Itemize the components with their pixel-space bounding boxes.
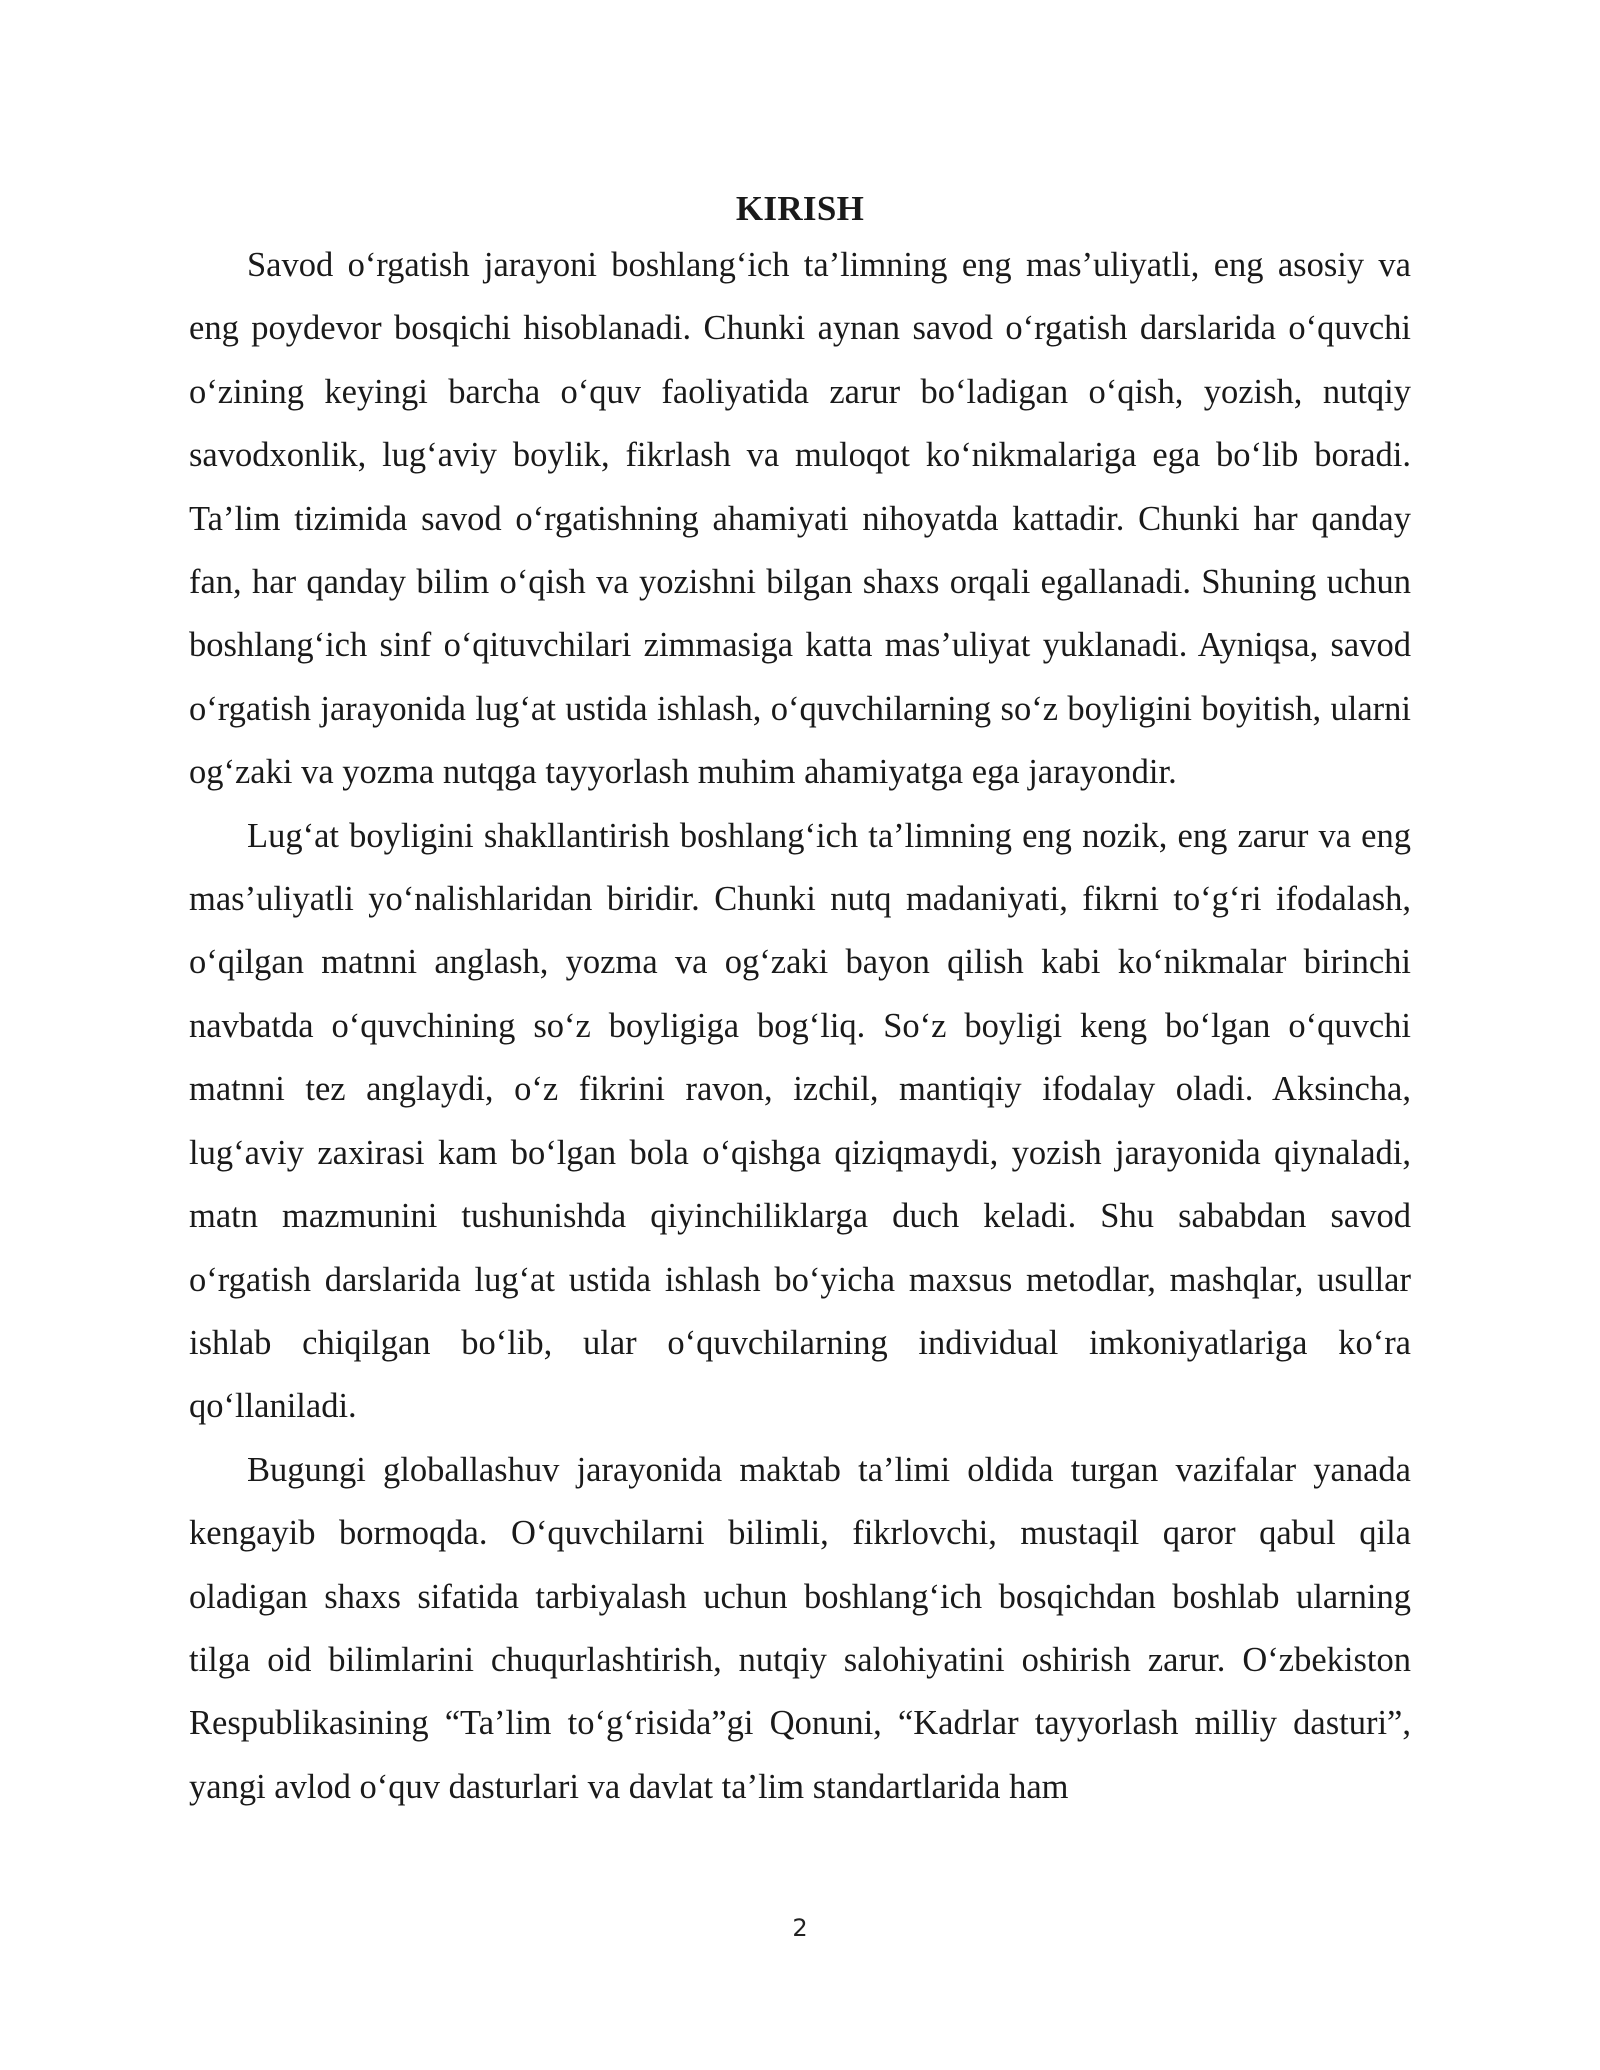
page-number: 2 — [792, 1914, 808, 1942]
section-heading: KIRISH — [735, 189, 865, 228]
paragraph-2: Lug‘at boyligini shakllantirish boshlang‘ich ta’limning eng nozik, eng zarur va eng mas’uliyatli yo‘nalishlaridan biridir. Chunki nutq madaniyati, fikrni to‘g‘ri ifodalash, o‘qilgan matnni anglash, yozma va og‘zaki bayon qilish kabi ko‘nikmalar birinchi navbatda o‘quvchining so‘z boyligiga bog‘liq. So‘z boyligi keng bo‘lgan o‘quvchi matnni tez anglaydi, o‘z fikrini ravon, izchil, mantiqiy ifodalay oladi. Aksincha, lug‘aviy zaxirasi kam bo‘lgan bola o‘qishga qiziqmaydi, yozish jarayonida qiynaladi, matn mazmunini tushunishda qiyinchiliklarga duch keladi. Shu sababdan savod o‘rgatish darslarida lug‘at ustida ishlash bo‘yicha maxsus metodlar, mashqlar, usullar ishlab chiqilgan bo‘lib, ular o‘quvchilarning individual imkoniyatlariga ko‘ra qo‘llaniladi. — [189, 816, 1411, 1426]
page-body — [189, 184, 1411, 1819]
paragraph-3: Bugungi globallashuv jarayonida maktab ta’limi oldida turgan vazifalar yanada kengayib bormoqda. O‘quvchilarni bilimli, fikrlovchi, mustaqil qaror qabul qila oladigan shaxs sifatida tarbiyalash uchun boshlang‘ich bosqichdan boshlab ularning tilga oid bilimlarini chuqurlashtirish, nutqiy salohiyatini oshirish zarur. O‘zbekiston Respublikasining “Ta’lim to‘g‘risida”gi Qonuni, “Kadrlar tayyorlash milliy dasturi”, yangi avlod o‘quv dasturlari va davlat ta’lim standartlarida ham — [189, 1450, 1411, 1806]
paragraph-1: Savod o‘rgatish jarayoni boshlang‘ich ta’limning eng mas’uliyatli, eng asosiy va eng poydevor bosqichi hisoblanadi. Chunki aynan savod o‘rgatish darslarida o‘quvchi o‘zining keyingi barcha o‘quv faoliyatida zarur bo‘ladigan o‘qish, yozish, nutqiy savodxonlik, lug‘aviy boylik, fikrlash va muloqot ko‘nikmalariga ega bo‘lib boradi. Ta’lim tizimida savod o‘rgatishning ahamiyati nihoyatda kattadir. Chunki har qanday fan, har qanday bilim o‘qish va yozishni bilgan shaxs orqali egallanadi. Shuning uchun boshlang‘ich sinf o‘qituvchilari zimmasiga katta mas’uliyat yuklanadi. Ayniqsa, savod o‘rgatish jarayonida lug‘at ustida ishlash, o‘quvchilarning so‘z boyligini boyitish, ularni og‘zaki va yozma nutqga tayyorlash muhim ahamiyatga ega jarayondir. — [189, 246, 1411, 792]
